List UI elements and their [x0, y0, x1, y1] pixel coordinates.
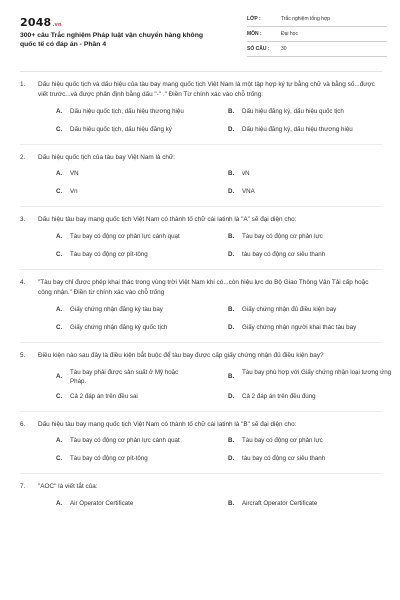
- option-letter: D.: [228, 188, 235, 196]
- option-list: [20, 169, 382, 205]
- question-stem: [20, 215, 382, 225]
- question-item: [20, 482, 382, 517]
- option-text: Tàu bay có động cơ phản lực: [242, 233, 323, 241]
- option-text: Cả 2 đáp án trên đều sai: [70, 392, 138, 400]
- question-number: 3.: [20, 216, 26, 224]
- option-list: [20, 107, 382, 143]
- meta-row-class: [247, 12, 387, 27]
- option-row: [38, 232, 382, 250]
- option-text: Dấu hiệu đăng ký, dấu hiệu thương hiệu: [242, 125, 353, 133]
- question-number: 1.: [20, 81, 26, 88]
- meta-value: Đại học: [281, 31, 298, 37]
- question-item: [20, 215, 382, 270]
- option-letter: A.: [56, 233, 63, 241]
- question-stem: [20, 482, 382, 492]
- question-stem: [20, 80, 382, 100]
- question-text: Dấu hiệu quốc tịch của tàu bay Việt Nam là chữ:: [38, 153, 176, 161]
- option-letter: B.: [228, 233, 235, 241]
- option-text: Dấu hiệu quốc tịch, dấu hiệu thương hiệu: [70, 107, 184, 115]
- option-letter: B.: [228, 500, 235, 508]
- question-text: "AOC" là viết tắt của:: [38, 483, 98, 491]
- option-letter: B.: [228, 372, 235, 380]
- option-text: Giấy chứng nhận người khai thác tàu bay: [242, 323, 357, 331]
- question-stem: [20, 420, 382, 430]
- option-text: Giấy chứng nhận đăng ký tàu bay: [70, 305, 163, 313]
- option-list: [20, 436, 382, 472]
- option-text: Giấy chứng nhận đủ điều kiện bay: [242, 305, 337, 313]
- question-divider: [20, 144, 382, 145]
- header-divider: [20, 71, 382, 72]
- option-text: Air Operator Certificate: [70, 500, 134, 508]
- option-row: [38, 323, 382, 341]
- option-letter: C.: [56, 188, 63, 196]
- question-stem: [20, 153, 382, 163]
- option-list: [20, 368, 392, 410]
- option-letter: A.: [56, 372, 63, 380]
- question-number: 4.: [20, 279, 26, 287]
- question-number: 7.: [20, 483, 26, 491]
- option-text: VN: [70, 170, 79, 178]
- meta-row-count: [247, 42, 387, 57]
- option-row: [38, 250, 382, 268]
- option-text: Giấy chứng nhận đăng ký quốc tịch: [70, 323, 168, 331]
- option-letter: B.: [228, 107, 235, 115]
- option-list: [20, 305, 382, 341]
- question-item: [20, 278, 382, 343]
- option-row: [38, 368, 392, 392]
- logo-suffix: .vn: [52, 22, 62, 28]
- option-letter: C.: [56, 392, 63, 400]
- option-letter: A.: [56, 107, 63, 115]
- question-number: 6.: [20, 420, 26, 428]
- question-divider: [20, 342, 382, 343]
- option-letter: B.: [228, 170, 235, 178]
- option-letter: D.: [228, 455, 235, 463]
- option-row: [38, 499, 382, 517]
- option-text: vN: [242, 170, 250, 178]
- option-letter: A.: [56, 305, 63, 313]
- page-header: [20, 12, 382, 58]
- option-letter: D.: [228, 392, 235, 400]
- option-letter: B.: [228, 437, 235, 445]
- option-text: Tàu bay có động cơ pít-tông: [70, 251, 148, 259]
- option-text: Tàu bay có động cơ pít-tông: [70, 455, 148, 463]
- option-letter: C.: [56, 455, 63, 463]
- option-letter: C.: [56, 251, 63, 259]
- meta-row-subject: [247, 27, 387, 42]
- question-text: Điều kiện nào sau đây là điều kiện bắt buộc để tàu bay được cấp giấy chứng nhận đủ điều kiện bay?: [38, 351, 324, 359]
- option-letter: A.: [56, 437, 63, 445]
- question-text: Dấu hiệu tàu bay mang quốc tịch Việt Nam có thành tố chữ cái latinh là "B" sẽ đại diện cho:: [38, 420, 297, 428]
- option-letter: A.: [56, 500, 63, 508]
- option-text: VNA: [242, 188, 255, 196]
- option-row: [38, 305, 382, 323]
- option-text: Dấu hiệu đăng ký, dấu hiệu quốc tịch: [242, 107, 344, 115]
- logo-main: 2048: [20, 16, 52, 29]
- option-letter: D.: [228, 323, 235, 331]
- question-item: [20, 153, 382, 208]
- question-list: [20, 80, 392, 517]
- option-text: tàu bay có động cơ siêu thanh: [242, 251, 326, 259]
- option-text: Tàu bay có động cơ phản lực: [242, 437, 323, 445]
- meta-key: LỚP :: [247, 16, 261, 22]
- option-row: [38, 436, 382, 454]
- question-divider: [20, 269, 382, 270]
- page-title: 300+ câu Trắc nghiệm Pháp luật vận chuyển hàng không quốc tế có đáp án - Phần 4: [20, 32, 203, 48]
- option-row: [38, 169, 382, 187]
- question-text: Dấu hiệu tàu bay mang quốc tịch Việt Nam có thành tố chữ cái latinh là "A" sẽ đại diện cho:: [38, 216, 297, 224]
- option-text: tàu bay có động cơ siêu thanh: [242, 455, 326, 463]
- option-row: [38, 454, 382, 472]
- option-row: [38, 125, 382, 143]
- option-text: Dấu hiệu quốc tịch, dấu hiệu đăng ký: [70, 125, 172, 133]
- question-divider: [20, 473, 382, 474]
- option-letter: A.: [56, 170, 63, 178]
- option-letter: B.: [228, 305, 235, 313]
- option-row: [38, 107, 382, 125]
- option-letter: D.: [228, 251, 235, 259]
- meta-value: Trắc nghiệm tổng hợp: [281, 16, 330, 22]
- option-text: Tàu bay có động cơ phản lực cánh quạt: [70, 437, 180, 445]
- question-stem: [20, 278, 382, 298]
- option-text: Vn: [70, 188, 78, 196]
- meta-value: 30: [281, 46, 287, 52]
- option-text: Cả 2 đáp án trên đều đúng: [242, 392, 316, 400]
- question-divider: [20, 411, 382, 412]
- option-text: Tàu bay có động cơ phản lực cánh quạt: [70, 233, 180, 241]
- option-list: [20, 232, 382, 268]
- question-text: "Tàu bay chỉ được phép khai thác trong vùng trời Việt Nam khi có...còn hiệu lực do Bộ Giao Thông Vận Tải cấp hoặc công nhận." Điền từ chính xác vào chỗ trống: [38, 279, 369, 296]
- option-letter: C.: [56, 125, 63, 133]
- site-logo[interactable]: [20, 16, 62, 29]
- question-item: [20, 351, 392, 412]
- meta-key: MÔN :: [247, 31, 262, 37]
- question-item: [20, 80, 382, 145]
- question-number: 5.: [20, 351, 26, 359]
- question-number: 2.: [20, 153, 26, 161]
- question-item: [20, 420, 382, 475]
- meta-table: [247, 12, 387, 57]
- option-text: Tàu bay phải được sản suất ở Mỹ hoặc Pháp.: [70, 368, 179, 385]
- meta-key: SỐ CÂU :: [247, 46, 270, 52]
- option-letter: C.: [56, 323, 63, 331]
- option-row: [38, 392, 382, 410]
- question-divider: [20, 206, 382, 207]
- option-list: [20, 499, 382, 517]
- option-letter: D.: [228, 125, 235, 133]
- question-stem: [20, 351, 382, 361]
- option-row: [38, 187, 382, 205]
- option-text: Tàu bay phù hợp với Giấy chứng nhận loại tương ứng: [242, 368, 392, 376]
- question-text: Dấu hiệu quốc tịch và dấu hiệu của tàu bay mang quốc tịch Việt Nam là một tập hợp ký tự bằng chữ và bằng số...được viết trước...và được phân định bằng dấu "-" ." Điền Từ chính xác vào chỗ trống:: [38, 81, 375, 98]
- option-text: Aircraft Operator Certificate: [242, 500, 318, 508]
